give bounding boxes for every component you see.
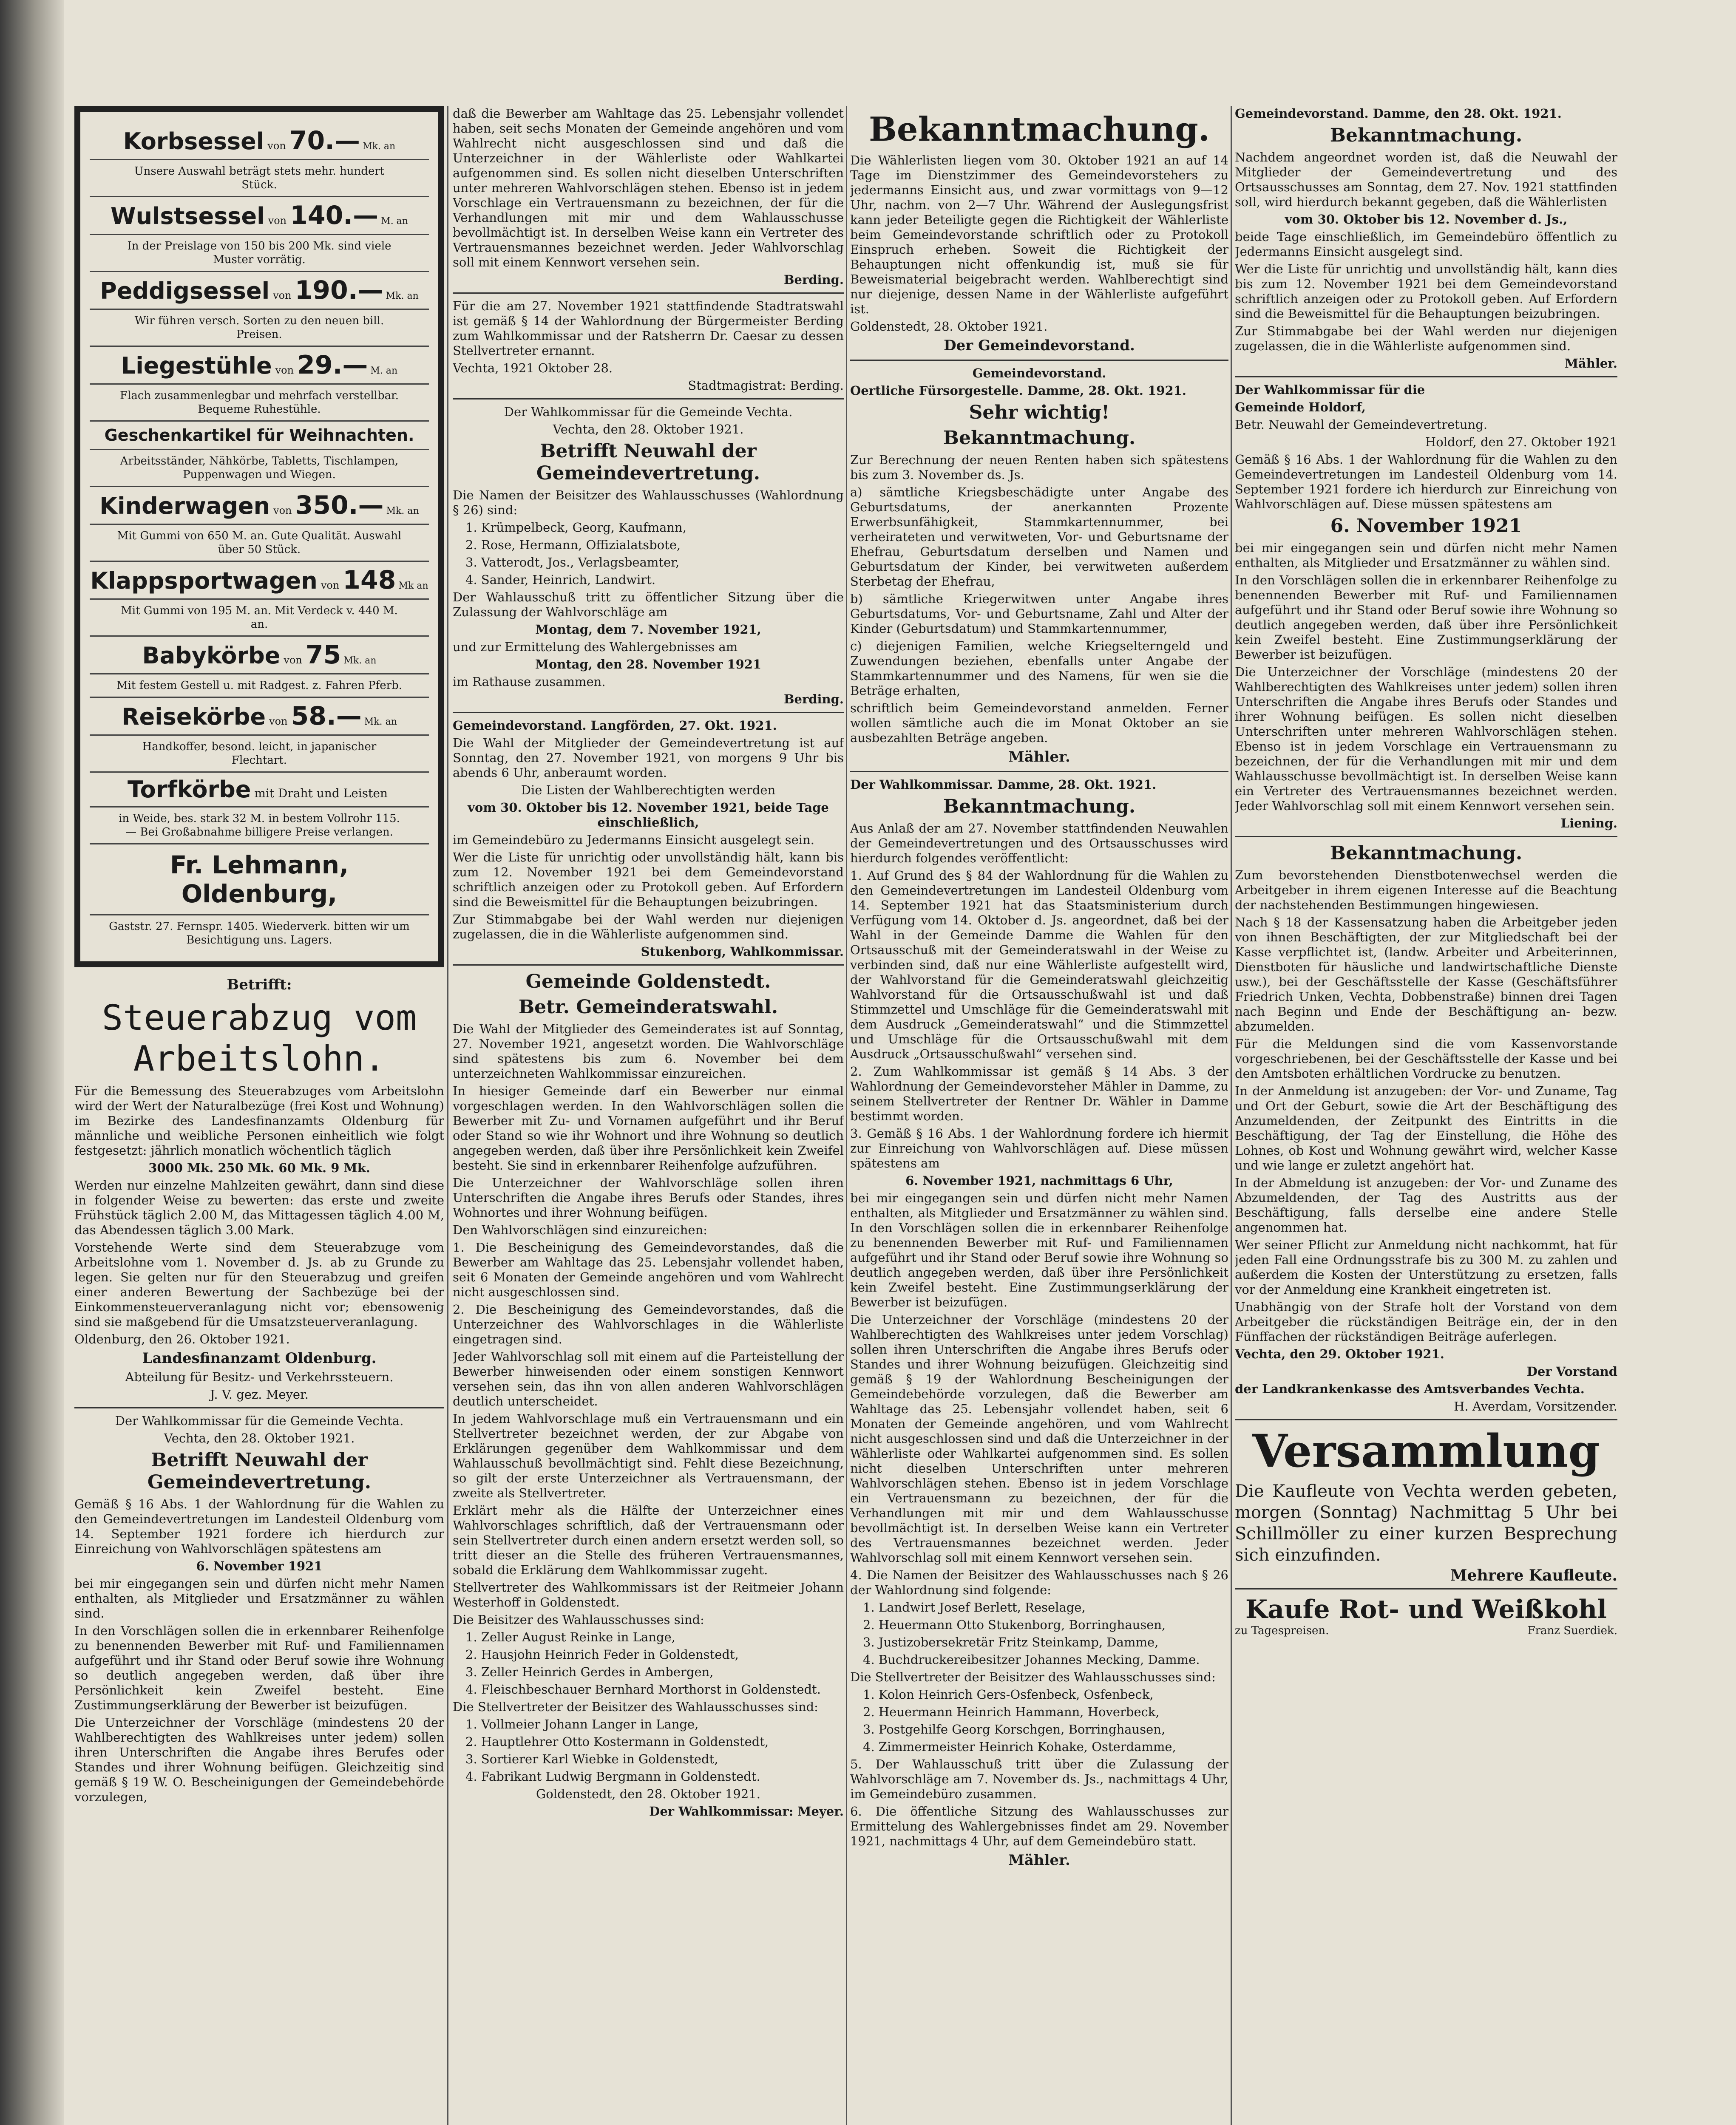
notice-title: Bekanntmachung.: [1330, 125, 1523, 146]
ad-item-name: Torfkörbe: [128, 776, 251, 803]
list-item: 3. Zeller Heinrich Gerdes in Ambergen,: [465, 1665, 714, 1679]
column-3: [850, 106, 1228, 2125]
notice-header: Gemeindevorstand. Damme, den 28. Okt. 1921.: [1235, 106, 1562, 121]
notice-paragraph: Die Listen der Wahlberechtigten werden: [521, 783, 776, 797]
notice-paragraph: beide Tage einschließlich, im Gemeindebüro öffentlich zu Jedermanns Einsicht ausgelegt sind.: [1235, 230, 1617, 259]
notice-paragraph: Für die Meldungen sind die vom Kassenvorstande vorgeschriebenen, bei der Geschäftsstelle der Kasse und bei den Amtsboten erhältlichen Vordrucke zu benutzen.: [1235, 1037, 1617, 1081]
column-2: [453, 106, 844, 2125]
notice-signature: H. Averdam, Vorsitzender.: [1454, 1399, 1617, 1414]
furniture-advertisement: [74, 106, 444, 967]
meeting-text: Die Kaufleute von Vechta werden gebeten, morgen (Sonntag) Nachmittag 5 Uhr bei Schillmöller zu einer kurzen Besprechung sich einzufinden.: [1235, 1482, 1617, 1565]
notice-paragraph: Gemäß § 16 Abs. 1 der Wahlordnung für die Wahlen zu den Gemeindevertretungen im Landesteil Oldenburg vom 14. September 1921 fordere ich hierdurch zur Einreichung von Wahlvorschlägen auf. Diese müssen spätestens am: [1235, 452, 1617, 511]
ad-item-rest: mit Draht und Leisten: [254, 786, 388, 800]
divider: [850, 360, 1228, 361]
ad-item-von: von: [321, 579, 340, 591]
tax-paragraph: Werden nur einzelne Mahlzeiten gewährt, dann sind diese in folgender Weise zu bewerten: das erste und zweite Frühstück täglich 2.00 M, das Mittagessen täglich 4.00 M, das Abendessen täglich 3.00 Mark.: [74, 1178, 444, 1237]
notice-signature: Berding.: [784, 272, 844, 287]
ad-item-line: [90, 197, 429, 235]
ad-item-name: Wulstsessel: [111, 203, 265, 230]
divider: [453, 398, 844, 400]
ad-item-line: [90, 122, 429, 160]
notice-header: Gemeindevorstand. Langförden, 27. Okt. 1921.: [453, 718, 777, 733]
ad-item-unit: Mk. an: [364, 717, 397, 727]
notice-paragraph: In den Vorschlägen sollen die in erkennbarer Reihenfolge zu benennenden Bewerber mit Ruf- und Familiennamen aufgeführt und ihr Stand oder Beruf sowie ihre Wohnung so deutlich angegeben werden, daß über ihre Persönlichkeit kein Zweifel besteht. Eine Zustimmungserklärung der Bewerber ist beizufügen.: [74, 1624, 444, 1712]
ad-item-desc: Wir führen versch. Sorten zu den neuen bill. Preisen.: [90, 310, 429, 347]
stellvertreter-list: [850, 1687, 1228, 1754]
notice-deadline: vom 30. Oktober bis 12. November 1921, beide Tage einschließlich,: [468, 800, 829, 830]
notice-paragraph: Jeder Wahlvorschlag soll mit einem auf die Parteistellung der Bewerber hinweisenden oder einem sonstigen Kennwort versehen sein, das ihn von allen anderen Wahlvorschlägen deutlich unterscheidet.: [453, 1349, 844, 1408]
divider: [74, 1407, 444, 1408]
notice-paragraph: Zum bevorstehenden Dienstbotenwechsel werden die Arbeitgeber in ihrem eigenen Interesse auf die Beachtung der nachstehenden Bestimmungen hingewiesen.: [1235, 868, 1617, 912]
notice-signature: Der Wahlkommissar: Meyer.: [649, 1804, 844, 1819]
ad-item-price: 75: [305, 640, 341, 670]
notice-paragraph: bei mir eingegangen sein und dürfen nicht mehr Namen enthalten, als Mitglieder und Ersatzmänner zu wählen sind.: [74, 1576, 444, 1621]
ad-item-name: Klappsportwagen: [90, 567, 318, 594]
notice-paragraph: Gemäß § 16 Abs. 1 der Wahlordnung für die Wahlen zu den Gemeindevertretungen im Landesteil Oldenburg vom 14. September 1921 fordere ich hierdurch zur Einreichung von Wahlvorschlägen spätestens am: [74, 1497, 444, 1556]
list-item: 2. Hauptlehrer Otto Kostermann in Goldenstedt,: [465, 1734, 769, 1749]
notice-paragraph: Die Unterzeichner der Vorschläge (mindestens 20 der Wahlberechtigten des Wahlkreises unter jedem) sollen ihren Unterschriften die Angabe ihres Berufs oder Standes und ihrer Wohnung beifügen. Es sollen nicht dieselben Unterschriften unter mehreren Wahlvorschlägen stehen. Ebenso ist in jedem Vorschlage ein Vertrauensmann zu bezeichnen, der für die Verhandlungen mit mir und dem Wahlausschusse bevollmächtigt ist. In derselben Weise kann ein Vertreter des Vertrauensmannes bezeichnet werden. Jeder Wahlvorschlag soll mit einem Kennwort versehen sein.: [1235, 665, 1617, 813]
list-item: 2. Heuermann Heinrich Hammann, Hoverbeck,: [863, 1705, 1160, 1719]
ad-item-von: von: [267, 140, 286, 152]
notice-paragraph: daß die Bewerber am Wahltage das 25. Lebensjahr vollendet haben, seit sechs Monaten der Gemeinde angehören und vom Wahlrecht nicht ausgeschlossen sind und daß die Unterzeichner in der Wählerliste oder Wahlkartei aufgenommen sind. Es sollen nicht dieselben Unterschriften unter mehreren Wahlvorschlägen stehen. Ebenso ist in jedem Vorschlage ein Vertrauensmann zu bezeichnen, der für die Verhandlungen mit mir und dem Wahlausschusse bevollmächtigt ist. In derselben Weise kann ein Vertreter des Vertrauensmannes bezeichnet werden. Jeder Wahlvorschlag soll mit einem Kennwort versehen sein.: [453, 106, 844, 269]
notice-deadline: Montag, den 28. November 1921: [535, 657, 762, 672]
list-item: 4. Zimmermeister Heinrich Kohake, Osterdamme,: [863, 1740, 1176, 1754]
beisitzer-list: [453, 520, 844, 587]
notice-deadline: vom 30. Oktober bis 12. November d. Js.,: [1285, 212, 1568, 227]
list-item: 1. Zeller August Reinke in Lange,: [465, 1630, 675, 1644]
notice-paragraph: bei mir eingegangen sein und dürfen nicht mehr Namen enthalten, als Mitglieder und Ersatzmänner zu wählen sind. In den Vorschlägen sollen die in erkennbarer Reihenfolge zu benennenden Bewerber mit Ruf- und Familiennamen aufgeführt und ihr Stand oder Beruf sowie ihre Wohnung so deutlich angegeben werden, daß über ihre Persönlichkeit kein Zweifel besteht. Eine Zustimmungserklärung der Bewerber ist beizufügen.: [850, 1191, 1228, 1309]
notice-date: Vechta, den 28. Oktober 1921.: [553, 422, 744, 436]
ad-item-unit: M. an: [381, 216, 408, 227]
ad-item-line: [90, 637, 429, 674]
notice-paragraph: 1. Auf Grund des § 84 der Wahlordnung für die Wahlen zu den Gemeindevertretungen im Landesteil Oldenburg vom 14. September 1921 hat das Staatsministerium durch Verfügung vom 14. Oktober d. Js. angeordnet, daß bei der Wahl in der Gemeinde Damme die Wahlen für den Ortsausschuß mit der Gemeinderatswahl in der Weise zu verbinden sind, daß nur eine Wählerliste aufgestellt wird, der Wahlvorstand für die Gemeinderatswahl gleichzeitig Wahlvorstand für die Ortsausschußwahl ist und daß Stimmzettel und Umschläge für die Gemeinderatswahl mit dem Ausdruck „Gemeinderatswahl“ und die Stimmzettel und Umschläge für die Ortsausschußwahl mit dem Ausdruck „Ortsausschußwahl“ versehen sind.: [850, 868, 1228, 1061]
list-item: 2. Hausjohn Heinrich Feder in Goldenstedt,: [465, 1647, 739, 1662]
tax-date: Oldenburg, den 26. Oktober 1921.: [74, 1332, 290, 1346]
notice-paragraph: In jedem Wahlvorschlage muß ein Vertrauensmann und ein Stellvertreter bezeichnet werden, der zur Abgabe von Erklärungen gegenüber dem Wahlkommissar und dem Wahlausschuß bevollmächtigt sind. Fehlt diese Bezeichnung, so gilt der erste Unterzeichner als Vertrauensmann, der zweite als Stellvertreter.: [453, 1411, 844, 1500]
notice-paragraph: Zur Stimmabgabe bei der Wahl werden nur diejenigen zugelassen, die in die Wählerliste aufgenommen sind.: [1235, 324, 1617, 353]
notice-paragraph: In der Abmeldung ist anzugeben: der Vor- und Zuname des Abzumeldenden, der Tag des Austritts aus der Beschäftigung, falls derselbe eine andere Stelle angenommen hat.: [1235, 1176, 1617, 1235]
ad-item-name: Kinderwagen: [99, 493, 270, 519]
notice-paragraph: Wer die Liste für unrichtig und unvollständig hält, kann dies bis zum 12. November 1921 bei dem Gemeindevorstand schriftlich anzeigen oder zu Protokoll geben. Auf Erfordern sind die Beweismittel für die Behauptungen beizubringen.: [1235, 262, 1617, 321]
ad-item-von: von: [275, 364, 294, 376]
divider: [1235, 836, 1617, 837]
ad-item-unit: M. an: [370, 366, 398, 376]
ad-item-line: [90, 272, 429, 310]
notice-header: Der Wahlkommissar. Damme, 28. Okt. 1921.: [850, 777, 1157, 792]
divider: [850, 771, 1228, 772]
notice-paragraph: 2. Zum Wahlkommissar ist gemäß § 14 Abs. 3 der Wahlordnung der Gemeindevorsteher Mähler in Damme, zu seinem Stellvertreter der Rentner Dr. Wähler in Damme bestimmt worden.: [850, 1064, 1228, 1123]
notice-deadline: 6. November 1921: [1330, 515, 1522, 537]
cabbage-ad-price: zu Tagespreisen.: [1235, 1624, 1329, 1637]
list-item: 3. Justizobersekretär Fritz Steinkamp, Damme,: [863, 1635, 1159, 1649]
divider: [1235, 376, 1617, 377]
list-item: 3. Vatterodt, Jos., Verlagsbeamter,: [465, 555, 680, 570]
ad-item-unit: Mk an: [398, 581, 428, 591]
notice-paragraph: Unabhängig von der Strafe holt der Vorstand von dem Arbeitgeber die rückständigen Beiträge ein, der in den Fünffachen der rückständigen Beiträge auferlegen.: [1235, 1300, 1617, 1344]
ad-item-desc: In der Preislage von 150 bis 200 Mk. sind viele Muster vorrätig.: [90, 235, 429, 272]
ad-torf-line: [90, 773, 429, 808]
notice-signature: Liening.: [1560, 816, 1617, 830]
divider: [453, 964, 844, 966]
ad-item-von: von: [273, 289, 292, 301]
ad-item-price: 29.—: [297, 350, 368, 380]
list-item: 2. Rose, Hermann, Offizialatsbote,: [465, 538, 681, 552]
notice-date: Vechta, den 29. Oktober 1921.: [1235, 1347, 1444, 1361]
notice-paragraph: 1. Die Bescheinigung des Gemeindevorstandes, daß die Bewerber am Wahltage das 25. Lebensjahr vollendet haben, seit 6 Monaten der Gemeinde angehören und vom Wahlrecht nicht ausgeschlossen sind.: [453, 1240, 844, 1299]
list-item: 1. Krümpelbeck, Georg, Kaufmann,: [465, 520, 686, 535]
divider: [1235, 1588, 1617, 1590]
notice-header: Gemeinde Holdorf,: [1235, 400, 1366, 414]
notice-paragraph: schriftlich beim Gemeindevorstand anmelden. Ferner wollen sämtliche auch die im Monat Oktober an sie ausbezahlten Beträge angeben.: [850, 701, 1228, 745]
beisitzer-list: [850, 1600, 1228, 1667]
notice-subtitle: Betr. Gemeinderatswahl.: [518, 996, 778, 1018]
ad-item-price: 190.—: [295, 275, 383, 305]
notice-paragraph: Zur Berechnung der neuen Renten haben sich spätestens bis zum 3. November ds. Js.: [850, 453, 1228, 482]
list-item: 4. Buchdruckereibesitzer Johannes Mecking, Damme.: [863, 1652, 1200, 1667]
list-item: 1. Kolon Heinrich Gers-Osfenbeck, Osfenbeck,: [863, 1687, 1154, 1702]
notice-paragraph: Wer die Liste für unrichtig oder unvollständig hält, kann bis zum 12. November 1921 bei dem Gemeindevorstand schriftlich anzeigen oder zu Protokoll geben. Auf Erfordern sind die Beweismittel für die Behauptungen beizubringen.: [453, 850, 844, 909]
notice-date: Holdorf, den 27. Oktober 1921: [1425, 435, 1617, 449]
ad-item-name: Babykörbe: [142, 642, 281, 669]
notice-date: Vechta, 1921 Oktober 28.: [453, 361, 613, 375]
betrifft-label: Betrifft:: [227, 976, 292, 993]
notice-signature: der Landkrankenkasse des Amtsverbandes Vechta.: [1235, 1382, 1585, 1396]
meeting-title: Versammlung: [1252, 1424, 1600, 1477]
list-item: 2. Heuermann Otto Stukenborg, Borringhausen,: [863, 1618, 1166, 1632]
notice-date: Goldenstedt, den 28. Oktober 1921.: [536, 1787, 760, 1801]
list-item: 3. Sortierer Karl Wiebke in Goldenstedt,: [465, 1752, 718, 1766]
tax-paragraph: Für die Bemessung des Steuerabzuges vom Arbeitslohn wird der Wert der Naturalbezüge (frei Kost und Wohnung) im Bezirke des Landesfinanzamts Oldenburg für männliche und weibliche Personen einheitlich wie folgt festgesetzt: jährlich monatlich wöchentlich täglich: [74, 1084, 444, 1158]
notice-paragraph: Die Unterzeichner der Vorschläge (mindestens 20 der Wahlberechtigten des Wahlkreises unter jedem Vorschlag) sollen ihren Unterschriften die Angabe ihres Berufs oder Standes und ihrer Wohnung beizufügen. Gleichzeitig sind gemäß § 19 der Wahlordnung Bescheinigungen der Gemeindebehörde vorzulegen, daß die Bewerber am Wahltage das 25. Lebensjahr vollendet haben, seit 6 Monaten der Gemeinde angehören, und vom Wahlrecht nicht ausgeschlossen sind und daß die Unterzeichner in der Wählerliste oder Wahlkartei aufgenommen sind. Es sollen nicht dieselben Unterschriften unter mehreren Wahlvorschlägen stehen. Ebenso ist in jedem Vorschlage ein Vertrauensmann zu bezeichnen, der für die Verhandlungen mit mir und dem Wahlausschusse bevollmächtigt ist. In derselben Weise kann ein Vertreter des Vertrauensmannes bezeichnet werden. Jeder Wahlvorschlag soll mit einem Kennwort versehen sein.: [850, 1312, 1228, 1565]
ad-item-line: [90, 347, 429, 385]
ad-item-unit: Mk. an: [386, 291, 419, 301]
notice-title: Sehr wichtig!: [969, 402, 1110, 423]
tax-values: 3000 Mk. 250 Mk. 60 Mk. 9 Mk.: [148, 1161, 370, 1175]
column-rule: [447, 106, 448, 2125]
ad-item-desc: Mit Gummi von 195 M. an. Mit Verdeck v. 440 M. an.: [90, 600, 429, 637]
binding-shadow: [0, 0, 64, 2125]
notice-signature: Stukenborg, Wahlkommissar.: [641, 944, 844, 959]
ad-item-name: Peddigsessel: [100, 278, 270, 304]
cabbage-ad-footer: [1235, 1624, 1617, 1637]
notice-paragraph: In der Anmeldung ist anzugeben: der Vor- und Zuname, Tag und Ort der Geburt, sowie die Art der Beschäftigung des Anzumeldenden, der Zeitpunkt des Eintritts in die Beschäftigung, der Tag der Einstellung, die Höhe des Lohnes, ob Kost und Wohnung gewährt wird, welcher Kasse und wie lange er zuletzt angehört hat.: [1235, 1084, 1617, 1173]
notice-signature: Mähler.: [1008, 748, 1070, 765]
notice-paragraph: Nachdem angeordnet worden ist, daß die Neuwahl der Mitglieder der Gemeindevertretung und des Ortsausschusses am Sonntag, dem 27. Nov. 1921 stattfinden soll, wird hierdurch bekannt gegeben, daß die Wählerlisten: [1235, 150, 1617, 209]
notice-signature: Der Gemeindevorstand.: [944, 337, 1135, 354]
notice-title: Bekanntmachung.: [943, 796, 1136, 817]
ad-item-unit: Mk. an: [363, 141, 396, 152]
ad-item-price: 350.—: [295, 490, 384, 520]
tax-signature: Landesfinanzamt Oldenburg.: [142, 1350, 377, 1367]
notice-deadline: 6. November 1921: [196, 1559, 323, 1573]
notice-paragraph: c) diejenigen Familien, welche Kriegselterngeld und Zuwendungen beziehen, ebenfalls unter Angabe der Stammkartennummer und des Namens, für wen sie die Beträge erhalten,: [850, 639, 1228, 698]
list-item: 1. Landwirt Josef Berlett, Reselage,: [863, 1600, 1086, 1615]
cabbage-ad-seller: Franz Suerdiek.: [1527, 1624, 1617, 1637]
notice-paragraph: Aus Anlaß der am 27. November stattfindenden Neuwahlen der Gemeindevertretungen und des Ortsausschusses wird hierdurch folgendes veröffentlicht:: [850, 821, 1228, 865]
column-rule: [846, 106, 847, 2125]
ad-item-line: [90, 562, 429, 600]
notice-paragraph: Für die am 27. November 1921 stattfindende Stadtratswahl ist gemäß § 14 der Wahlordnung der Bürgermeister Berding zum Wahlkommissar und der Ratsherrn Dr. Caesar zu dessen Stellvertreter ernannt.: [453, 299, 844, 358]
notice-paragraph: Zur Stimmabgabe bei der Wahl werden nur diejenigen zugelassen, die in die Wählerliste aufgenommen sind.: [453, 912, 844, 941]
notice-paragraph: Erklärt mehr als die Hälfte der Unterzeichner eines Wahlvorschlages schriftlich, daß der Vertrauensmann oder sein Stellvertreter durch einen andern ersetzt werden soll, so tritt dieser an die Stelle des früheren Vertrauensmannes, sobald die Erklärung dem Wahlkommissar zugeht.: [453, 1503, 844, 1577]
notice-header: Gemeindevorstand.: [972, 366, 1106, 380]
notice-paragraph: Die Namen der Beisitzer des Wahlausschusses (Wahlordnung § 26) sind:: [453, 488, 844, 517]
notice-paragraph: im Gemeindebüro zu Jedermanns Einsicht ausgelegt sein.: [453, 833, 814, 847]
notice-deadline: 6. November 1921, nachmittags 6 Uhr,: [905, 1173, 1173, 1188]
ad-item-von: von: [268, 215, 287, 227]
tax-paragraph: Vorstehende Werte sind dem Steuerabzuge vom Arbeitslohne vom 1. November d. Js. ab zu Grunde zu legen. Sie gelten nur für den Steuerabzug und greifen einer anderen Bewertung der Sachbezüge bei der Einkommensteuerveranlagung nicht vor; ebensowenig sind sie maßgebend für die Umsatzsteuerveranlagung.: [74, 1240, 444, 1329]
notice-paragraph: Den Wahlvorschlägen sind einzureichen:: [453, 1223, 708, 1237]
ad-item-unit: Mk. an: [386, 506, 419, 516]
divider: [1235, 1419, 1617, 1420]
notice-paragraph: Wer seiner Pflicht zur Anmeldung nicht nachkommt, hat für jeden Fall eine Ordnungsstrafe bis zu 300 M. zu zahlen und außerdem die Kosten der Unterstützung zu ersetzen, falls vor der Anmeldung eine Krankheit eingetreten ist.: [1235, 1238, 1617, 1297]
ad-item-price: 58.—: [291, 701, 362, 731]
ad-item-name: Liegestühle: [121, 352, 272, 379]
cabbage-ad-title: Kaufe Rot- und Weißkohl: [1245, 1595, 1607, 1624]
notice-title: Bekanntmachung.: [869, 110, 1210, 149]
ad-item-desc: Mit festem Gestell u. mit Radgest. z. Fahren Pferb.: [90, 674, 429, 698]
list-item: 4. Sander, Heinrich, Landwirt.: [465, 572, 656, 587]
notice-header: Oertliche Fürsorgestelle. Damme, 28. Okt. 1921.: [850, 383, 1186, 398]
notice-paragraph: Nach § 18 der Kassensatzung haben die Arbeitgeber jeden von ihnen Beschäftigten, der zur Mitgliedschaft bei der Kasse verpflichtet ist, (landw. Arbeiter und Arbeiterinnen, Dienstboten für häusliche und landwirtschaftliche Dienste usw.), bei der Geschäftsstelle der Kasse (Geschäftsführer Friedrich Unken, Vechta, Dobbenstraße) binnen drei Tagen nach Beginn und Ende der Beschäftigung an- bezw. abzumelden.: [1235, 915, 1617, 1034]
notice-signature: Der Vorstand: [1526, 1364, 1617, 1379]
notice-paragraph: 6. Die öffentliche Sitzung des Wahlausschusses zur Ermittelung des Wahlergebnisses findet am 29. November 1921, nachmittags 4 Uhr, auf dem Gemeindebüro statt.: [850, 1804, 1228, 1848]
notice-paragraph: 4. Die Namen der Beisitzer des Wahlausschusses nach § 26 der Wahlordnung sind folgende:: [850, 1568, 1228, 1597]
notice-paragraph: Die Unterzeichner der Vorschläge (mindestens 20 der Wahlberechtigten des Wahlkreises unter jedem) sollen ihren Unterschriften die Angabe ihres Berufes oder Standes und ihrer Wohnung beifügen. Gleichzeitig sind gemäß § 19 W. O. Bescheinigungen der Gemeindebehörde vorzulegen,: [74, 1715, 444, 1804]
notice-header: Der Wahlkommissar für die Gemeinde Vechta.: [504, 405, 793, 419]
list-item: 3. Postgehilfe Georg Korschgen, Borringhausen,: [863, 1722, 1166, 1737]
notice-title: Betrifft Neuwahl der Gemeindevertretung.: [536, 440, 760, 484]
notice-paragraph: bei mir eingegangen sein und dürfen nicht mehr Namen enthalten, als Mitglieder und Ersatzmänner zu wählen sind.: [1235, 541, 1617, 570]
notice-header: Betr. Neuwahl der Gemeindevertretung.: [1235, 417, 1488, 432]
stellvertreter-list: [453, 1717, 844, 1784]
ad-item-name: Korbsessel: [123, 128, 264, 155]
ad-item-desc: Flach zusammenlegbar und mehrfach verstellbar. Bequeme Ruhestühle.: [90, 385, 429, 422]
ad-item-von: von: [269, 715, 288, 727]
notice-title: Gemeinde Goldenstedt.: [525, 971, 771, 992]
notice-deadline: Montag, dem 7. November 1921,: [535, 622, 761, 637]
notice-paragraph: In hiesiger Gemeinde darf ein Bewerber nur einmal vorgeschlagen werden. In den Wahlvorschlägen sollen die Bewerber mit Zu- und Vornamen aufgeführt und ihr Beruf oder Stand so wie ihr Wohnort und ihre Wohnung so deutlich angegeben werden, daß über ihre Persönlichkeit kein Zweifel besteht. Sie sind in erkennbarer Reihenfolge aufzuführen.: [453, 1084, 844, 1173]
notice-date: Vechta, den 28. Oktober 1921.: [164, 1431, 355, 1445]
notice-paragraph: Die Wahl der Mitglieder der Gemeindevertretung ist auf Sonntag, den 27. November 1921, von morgens 9 Uhr bis abends 6 Uhr, anberaumt worden.: [453, 736, 844, 780]
notice-signature: Mähler.: [1008, 1852, 1070, 1869]
ad-item-price: 140.—: [290, 201, 379, 230]
notice-paragraph: Die Beisitzer des Wahlausschusses sind:: [453, 1612, 704, 1627]
notice-title: Bekanntmachung.: [943, 427, 1136, 449]
tax-signature-dept: Abteilung für Besitz- und Verkehrssteuern.: [125, 1370, 394, 1384]
ad-gift-desc: Arbeitsständer, Nähkörbe, Tabletts, Tischlampen, Puppenwagen und Wiegen.: [90, 450, 429, 487]
column-1: [74, 106, 444, 2125]
notice-paragraph: Die Stellvertreter der Beisitzer des Wahlausschusses sind:: [453, 1700, 818, 1714]
ad-firm-name: Fr. Lehmann, Oldenburg,: [90, 844, 429, 915]
notice-paragraph: a) sämtliche Kriegsbeschädigte unter Angabe des Geburtsdatums, der anerkannten Prozente Erwerbsunfähigkeit, Stammkartennummer, bei verheirateten und verwitweten, Vor- und Geburtsname der Ehefrau, Geburtsdatum derselben und Namen und Geburtsdatum der Kinder, bei verwitweten außerdem Sterbetag der Ehefrau,: [850, 485, 1228, 589]
ad-firm-address: Gaststr. 27. Fernspr. 1405. Wiederverk. bitten wir um Besichtigung uns. Lagers.: [109, 920, 410, 946]
notice-paragraph: Die Stellvertreter der Beisitzer des Wahlausschusses sind:: [850, 1670, 1216, 1684]
tax-signature-name: J. V. gez. Meyer.: [210, 1387, 309, 1402]
ad-item-desc: Unsere Auswahl beträgt stets mehr. hundert Stück.: [90, 160, 429, 197]
notice-paragraph: 2. Die Bescheinigung des Gemeindevorstandes, daß die Unterzeichner des Wahlvorschlages in die Wählerliste eingetragen sind.: [453, 1302, 844, 1346]
ad-gift-heading: Geschenkartikel für Weihnachten.: [90, 422, 429, 450]
notice-paragraph: 5. Der Wahlausschuß tritt über die Zulassung der Wahlvorschläge am 7. November ds. Js., nachmittags 4 Uhr, im Gemeindebüro zusammen.: [850, 1757, 1228, 1801]
notice-title: Bekanntmachung.: [1330, 842, 1523, 864]
ad-item-line: [90, 487, 429, 525]
list-item: 4. Fleischbeschauer Bernhard Morthorst in Goldenstedt.: [465, 1682, 821, 1697]
notice-header: Der Wahlkommissar für die Gemeinde Vechta.: [115, 1414, 404, 1428]
ad-item-name: Reisekörbe: [122, 703, 266, 730]
column-4: [1235, 106, 1617, 2125]
notice-paragraph: im Rathause zusammen.: [453, 674, 606, 689]
notice-title: Betrifft Neuwahl der Gemeindevertretung.: [147, 1449, 372, 1493]
meeting-signature: Mehrere Kaufleute.: [1450, 1567, 1617, 1584]
ad-item-unit: Mk. an: [343, 655, 377, 666]
notice-paragraph: Die Wahl der Mitglieder des Gemeinderates ist auf Sonntag, 27. November 1921, angesetzt worden. Die Wahlvorschläge sind spätestens bis zum 6. November bei dem unterzeichneten Wahlkommissar einzureichen.: [453, 1022, 844, 1081]
ad-item-desc: Mit Gummi von 650 M. an. Gute Qualität. Auswahl über 50 Stück.: [90, 525, 429, 562]
divider: [453, 712, 844, 713]
list-item: 4. Fabrikant Ludwig Bergmann in Goldenstedt.: [465, 1769, 760, 1784]
beisitzer-list: [453, 1630, 844, 1697]
notice-paragraph: 3. Gemäß § 16 Abs. 1 der Wahlordnung fordere ich hiermit zur Einreichung von Wahlvorschlägen auf. Diese müssen spätestens am: [850, 1126, 1228, 1170]
ad-item-price: 70.—: [289, 126, 360, 156]
notice-paragraph: Die Unterzeichner der Wahlvorschläge sollen ihren Unterschriften die Angabe ihres Berufs oder Standes, ihres Wohnortes und ihrer Wohnung beifügen.: [453, 1176, 844, 1220]
column-rule: [1231, 106, 1232, 2125]
notice-paragraph: b) sämtliche Kriegerwitwen unter Angabe ihres Geburtsdatums, Vor- und Geburtsname, Zahl und Alter der Kinder (Geburtsdatum) und Stammkartennummer,: [850, 592, 1228, 636]
notice-header: Der Wahlkommissar für die: [1235, 382, 1425, 397]
notice-paragraph: In den Vorschlägen sollen die in erkennbarer Reihenfolge zu benennenden Bewerber mit Ruf- und Familiennamen aufgeführt und ihr Stand oder Beruf sowie ihre Wohnung so deutlich angegeben werden, daß über ihre Persönlichkeit kein Zweifel besteht. Eine Zustimmungserklärung der Bewerber ist beizufügen.: [1235, 573, 1617, 662]
ad-item-von: von: [284, 654, 302, 666]
notice-signature: Stadtmagistrat: Berding.: [688, 378, 844, 393]
ad-torf-desc: in Weide, bes. stark 32 M. in bestem Vollrohr 115.— Bei Großabnahme billigere Preise verlangen.: [90, 808, 429, 844]
ad-item-von: von: [273, 504, 292, 516]
notice-paragraph: und zur Ermittelung des Wahlergebnisses am: [453, 640, 738, 654]
list-item: 1. Vollmeier Johann Langer in Lange,: [465, 1717, 699, 1731]
notice-date: Goldenstedt, 28. Oktober 1921.: [850, 319, 1048, 334]
ad-item-desc: Handkoffer, besond. leicht, in japanischer Flechtart.: [90, 736, 429, 773]
ad-item-line: [90, 698, 429, 736]
notice-paragraph: Stellvertreter des Wahlkommissars ist der Reitmeier Johann Westerhoff in Goldenstedt.: [453, 1580, 844, 1609]
tax-heading: Steuerabzug vom Arbeitslohn.: [102, 998, 417, 1079]
divider: [453, 292, 844, 294]
notice-signature: Mähler.: [1564, 356, 1617, 371]
notice-signature: Berding.: [784, 692, 844, 706]
notice-paragraph: Der Wahlausschuß tritt zu öffentlicher Sitzung über die Zulassung der Wahlvorschläge am: [453, 590, 844, 619]
notice-paragraph: Die Wählerlisten liegen vom 30. Oktober 1921 an auf 14 Tage im Dienstzimmer des Gemeindevorstehers zu jedermanns Einsicht aus, und zwar vormittags von 9—12 Uhr, nachm. von 2—7 Uhr. Während der Auslegungsfrist kann jeder Beteiligte gegen die Richtigkeit der Wählerliste beim Gemeindevorstande schriftlich oder zu Protokoll Einspruch erheben. Soweit die Richtigkeit der Behauptungen nicht offenkundig ist, muß sie für Beweismaterial beigebracht werden. Wahlberechtigt sind nur diejenige, dessen Name in der Wählerliste aufgeführt ist.: [850, 153, 1228, 316]
ad-item-price: 148: [343, 565, 396, 595]
